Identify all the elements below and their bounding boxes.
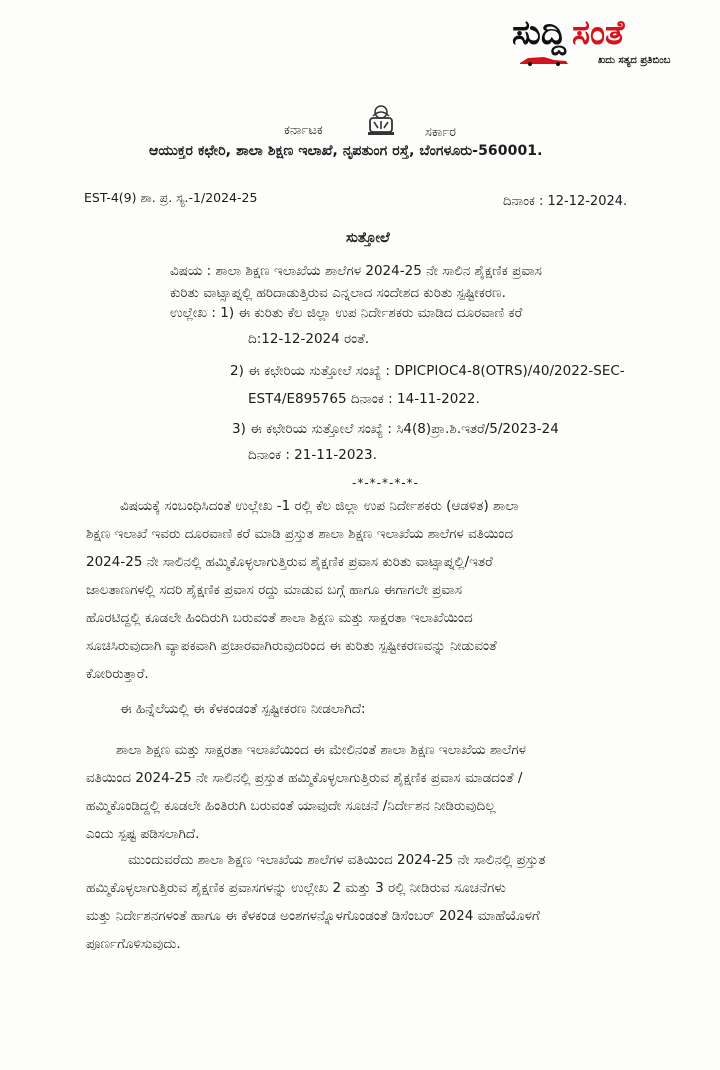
brand-name-part1: ಸುದ್ದಿ	[512, 13, 566, 53]
reference-2-line-2: EST4/E895765 ದಿನಾಂಕ : 14-11-2022.	[248, 391, 480, 407]
paragraph-1	[86, 492, 519, 688]
reference-3-line-1: 3) ಈ ಕಛೇರಿಯ ಸುತ್ತೋಲೆ ಸಂಖ್ಯೆ : ಸಿ4(8)ಪ್ರಾ.ಶಿ.ಇತರೆ/5/2023-24	[232, 421, 559, 437]
karnataka-emblem-icon	[361, 100, 401, 140]
paragraph-3-line: ಹಮ್ಮಿಕೊಂಡಿದ್ದಲ್ಲಿ ಕೂಡಲೇ ಹಿಂತಿರುಗಿ ಬರುವಂತೆ ಯಾವುದೇ ಸೂಚನೆ /ನಿರ್ದೇಶನ ನೀಡಿರುವುದಿಲ್ಲ	[86, 798, 496, 814]
paragraph-3-line: ವತಿಯಿಂದ 2024-25 ನೇ ಸಾಲಿನಲ್ಲಿ ಪ್ರಸ್ತುತ ಹಮ್ಮಿಕೊಳ್ಳಲಾಗುತ್ತಿರುವ ಶೈಕ್ಷಣಿಕ ಪ್ರವಾಸ ಮಾಡದಂತೆ /	[86, 770, 523, 786]
subject-line-2: ಕುರಿತು ವಾಟ್ಸಾಪ್ನಲ್ಲಿ ಹರಿದಾಡುತ್ತಿರುವ ಎನ್ನಲಾದ ಸಂದೇಶದ ಕುರಿತು ಸ್ಪಷ್ಟೀಕರಣ.	[170, 285, 506, 301]
gov-right-label: ಸರ್ಕಾರ	[425, 125, 456, 140]
paragraph-3	[86, 736, 526, 848]
paragraph-4-line: ಪೂರ್ಣಗೊಳಿಸುವುದು.	[86, 936, 181, 952]
paragraph-4	[86, 846, 545, 958]
paragraph-2: ಈ ಹಿನ್ನೆಲೆಯಲ್ಲಿ ಈ ಕೆಳಕಂಡಂತೆ ಸ್ಪಷ್ಟೀಕರಣ ನೀಡಲಾಗಿದೆ:	[120, 701, 366, 717]
reference-1-line-2: ದಿ:12-12-2024 ರಂತೆ.	[248, 331, 370, 347]
car-icon	[518, 54, 570, 66]
gov-left-label: ಕರ್ನಾಟಕ	[284, 123, 323, 138]
paragraph-3-line: ಶಾಲಾ ಶಿಕ್ಷಣ ಮತ್ತು ಸಾಕ್ಷರತಾ ಇಲಾಖೆಯಿಂದ ಈ ಮೇಲಿನಂತೆ ಶಾಲಾ ಶಿಕ್ಷಣ ಇಲಾಖೆಯ ಶಾಲೆಗಳ	[116, 742, 526, 758]
reference-1-line-1: ಉಲ್ಲೇಖ : 1) ಈ ಕುರಿತು ಕೆಲ ಜಿಲ್ಲಾ ಉಪ ನಿರ್ದೇಶಕರು ಮಾಡಿದ ದೂರವಾಣಿ ಕರೆ	[170, 305, 523, 321]
paragraph-3-line: ಎಂದು ಸ್ಪಷ್ಟ ಪಡಿಸಲಾಗಿದೆ.	[86, 826, 200, 842]
paragraph-1-line: ಶಿಕ್ಷಣ ಇಲಾಖೆ ಇವರು ದೂರವಾಣಿ ಕರೆ ಮಾಡಿ ಪ್ರಸ್ತುತ ಶಾಲಾ ಶಿಕ್ಷಣ ಇಲಾಖೆಯ ಶಾಲೆಗಳ ವತಿಯಿಂದ	[86, 526, 514, 542]
brand-tagline: ಖದು ಸತ್ಯದ ಪ್ರತಿಬಿಂಬ	[598, 55, 671, 66]
reference-2-line-1: 2) ಈ ಕಛೇರಿಯ ಸುತ್ತೋಲೆ ಸಂಖ್ಯೆ : DPICPIOC4-8(OTRS)/40/2022-SEC-	[230, 363, 625, 379]
paragraph-4-line: ಹಮ್ಮಿಕೊಳ್ಳಲಾಗುತ್ತಿರುವ ಶೈಕ್ಷಣಿಕ ಪ್ರವಾಸಗಳನ್ನು ಉಲ್ಲೇಖ 2 ಮತ್ತು 3 ರಲ್ಲಿ ನೀಡಿರುವ ಸೂಚನೆಗಳು	[86, 880, 506, 896]
paragraph-4-line: ಮತ್ತು ನಿರ್ದೇಶನಗಳಂತೆ ಹಾಗೂ ಈ ಕೆಳಕಂಡ ಅಂಶಗಳನ್ನೊಳಗೊಂಡಂತೆ ಡಿಸೆಂಬರ್ 2024 ಮಾಹೆಯೊಳಗೆ	[86, 908, 540, 924]
paragraph-1-line: ಕೋರಿರುತ್ತಾರೆ.	[86, 666, 149, 682]
brand-logo	[512, 14, 712, 74]
office-address: ಆಯುಕ್ತರ ಕಛೇರಿ, ಶಾಲಾ ಶಿಕ್ಷಣ ಇಲಾಖೆ, ನೃಪತುಂಗ ರಸ್ತೆ, ಬೆಂಗಳೂರು-560001.	[149, 143, 543, 159]
document-title: ಸುತ್ತೋಲೆ	[346, 230, 390, 246]
paragraph-1-line: ಸೂಚಿಸಿರುವುದಾಗಿ ವ್ಯಾಪಕವಾಗಿ ಪ್ರಚಾರವಾಗಿರುವುದರಿಂದ ಈ ಕುರಿತು ಸ್ಪಷ್ಟೀಕರಣವನ್ನು ನೀಡುವಂತೆ	[86, 638, 497, 654]
subject-line-1: ವಿಷಯ : ಶಾಲಾ ಶಿಕ್ಷಣ ಇಲಾಖೆಯ ಶಾಲೆಗಳ 2024-25 ನೇ ಸಾಲಿನ ಶೈಕ್ಷಣಿಕ ಪ್ರವಾಸ	[170, 263, 542, 279]
circular-date: ದಿನಾಂಕ : 12-12-2024.	[503, 194, 628, 209]
brand-name-part2: ಸಂತೆ	[571, 13, 625, 53]
separator: -*-*-*-*-*-	[352, 476, 419, 490]
paragraph-4-line: ಮುಂದುವರೆದು ಶಾಲಾ ಶಿಕ್ಷಣ ಇಲಾಖೆಯ ಶಾಲೆಗಳ ವತಿಯಿಂದ 2024-25 ನೇ ಸಾಲಿನಲ್ಲಿ ಪ್ರಸ್ತುತ	[128, 852, 546, 868]
paragraph-1-line: 2024-25 ನೇ ಸಾಲಿನಲ್ಲಿ ಹಮ್ಮಿಕೊಳ್ಳಲಾಗುತ್ತಿರುವ ಶೈಕ್ಷಣಿಕ ಪ್ರವಾಸ ಕುರಿತು ವಾಟ್ಸಾಪ್ನಲ್ಲಿ/ಇತರೆ	[86, 554, 493, 570]
paragraph-1-line: ಹೊರಟಿದ್ದಲ್ಲಿ ಕೂಡಲೇ ಹಿಂದಿರುಗಿ ಬರುವಂತೆ ಶಾಲಾ ಶಿಕ್ಷಣ ಮತ್ತು ಸಾಕ್ಷರತಾ ಇಲಾಖೆಯಿಂದ	[86, 610, 473, 626]
paragraph-1-line: ಜಾಲತಾಣಗಳಲ್ಲಿ ಸದರಿ ಶೈಕ್ಷಣಿಕ ಪ್ರವಾಸ ರದ್ದು ಮಾಡುವ ಬಗ್ಗೆ ಹಾಗೂ ಈಗಾಗಲೇ ಪ್ರವಾಸ	[86, 582, 463, 598]
reference-3-line-2: ದಿನಾಂಕ : 21-11-2023.	[248, 447, 377, 463]
paragraph-1-line: ವಿಷಯಕ್ಕೆ ಸಂಬಂಧಿಸಿದಂತೆ ಉಲ್ಲೇಖ -1 ರಲ್ಲಿ ಕೆಲ ಜಿಲ್ಲಾ ಉಪ ನಿರ್ದೇಶಕರು (ಆಡಳಿತ) ಶಾಲಾ	[120, 498, 519, 514]
reference-number: EST-4(9) ಶಾ. ಪ್ರ. ಸ್ಯ.-1/2024-25	[84, 190, 258, 205]
